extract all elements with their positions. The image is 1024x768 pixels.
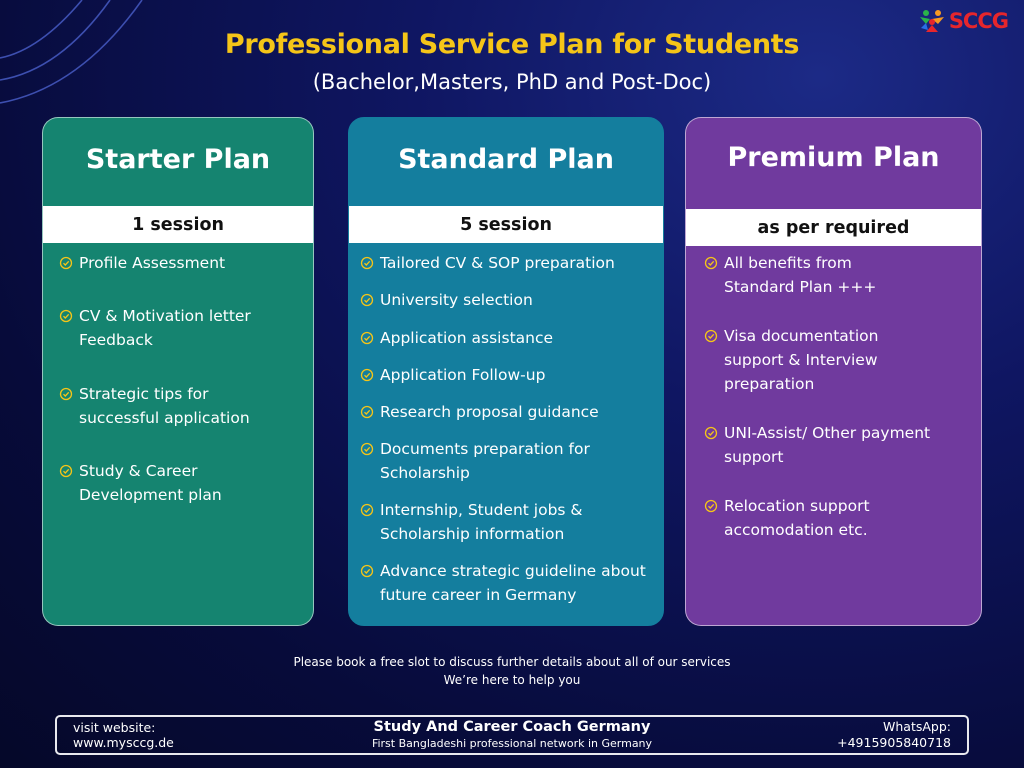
session-badge: as per required [686,209,981,246]
premium-plan-card [685,117,982,626]
check-circle-icon [360,442,374,456]
whatsapp-info [837,719,951,751]
feature-text: Internship, Student jobs & Scholarship information [380,501,583,543]
check-circle-icon [704,256,718,270]
feature-text: Research proposal guidance [380,403,599,421]
plan-name: Premium Plan [727,142,940,173]
brand-info [57,718,967,752]
feature-item [59,251,303,275]
feature-item [704,421,971,469]
footer-bar [55,715,969,755]
check-circle-icon [360,256,374,270]
feature-item [360,288,653,312]
website-link[interactable]: www.mysccg.de [73,735,174,750]
visit-label: visit website: [73,720,156,735]
feature-text: Profile Assessment [79,254,226,272]
check-circle-icon [360,368,374,382]
feature-item [360,326,653,350]
feature-text: CV & Motivation letter Feedback [79,307,251,349]
feature-item [360,400,653,424]
feature-item [704,494,901,542]
check-circle-icon [704,499,718,513]
check-circle-icon [360,405,374,419]
feature-text: Tailored CV & SOP preparation [380,254,615,272]
feature-item [360,498,613,546]
check-circle-icon [59,464,73,478]
feature-text: UNI-Assist/ Other payment support [724,424,931,466]
standard-plan-card [348,117,664,626]
plan-name: Starter Plan [85,144,271,175]
brand-name: Study And Career Coach Germany [373,719,651,735]
feature-item [704,251,891,299]
feature-text: Advance strategic guideline about future career in Germany [380,562,646,604]
check-circle-icon [704,426,718,440]
check-circle-icon [360,503,374,517]
feature-item [360,437,623,485]
help-note: We’re here to help you [443,673,581,687]
check-circle-icon [360,331,374,345]
check-circle-icon [360,564,374,578]
feature-item [704,324,911,396]
feature-text: Study & Career Development plan [79,462,222,504]
check-circle-icon [59,387,73,401]
plan-name: Standard Plan [398,144,614,175]
check-circle-icon [360,293,374,307]
brand-tagline: First Bangladeshi professional network in Germany [371,737,653,750]
check-circle-icon [59,256,73,270]
feature-text: Application assistance [380,329,554,347]
feature-item [360,559,653,607]
starter-plan-card [42,117,314,626]
feature-text: Strategic tips for successful application [79,385,250,427]
feature-item [360,251,653,275]
feature-item [59,459,253,507]
check-circle-icon [704,329,718,343]
booking-note: Please book a free slot to discuss further details about all of our services [293,655,731,669]
feature-text: Relocation support accomodation etc. [724,497,870,539]
session-badge: 5 session [349,206,663,243]
decorative-arcs [0,0,180,120]
feature-item [360,363,653,387]
feature-item [59,382,283,430]
feature-item [59,304,263,352]
feature-text: University selection [380,291,533,309]
page-subtitle: (Bachelor,Masters, PhD and Post-Doc) [312,70,712,94]
feature-text: Documents preparation for Scholarship [380,440,590,482]
feature-text: All benefits from Standard Plan +++ [724,254,877,296]
check-circle-icon [59,309,73,323]
logo-text: SCCG [948,9,1008,33]
session-badge: 1 session [43,206,313,243]
feature-text: Application Follow-up [380,366,546,384]
feature-text: Visa documentation support & Interview preparation [724,327,879,393]
whatsapp-label: WhatsApp: [883,719,951,734]
whatsapp-number[interactable]: +4915905840718 [837,735,951,750]
page-title: Professional Service Plan for Students [224,29,800,60]
